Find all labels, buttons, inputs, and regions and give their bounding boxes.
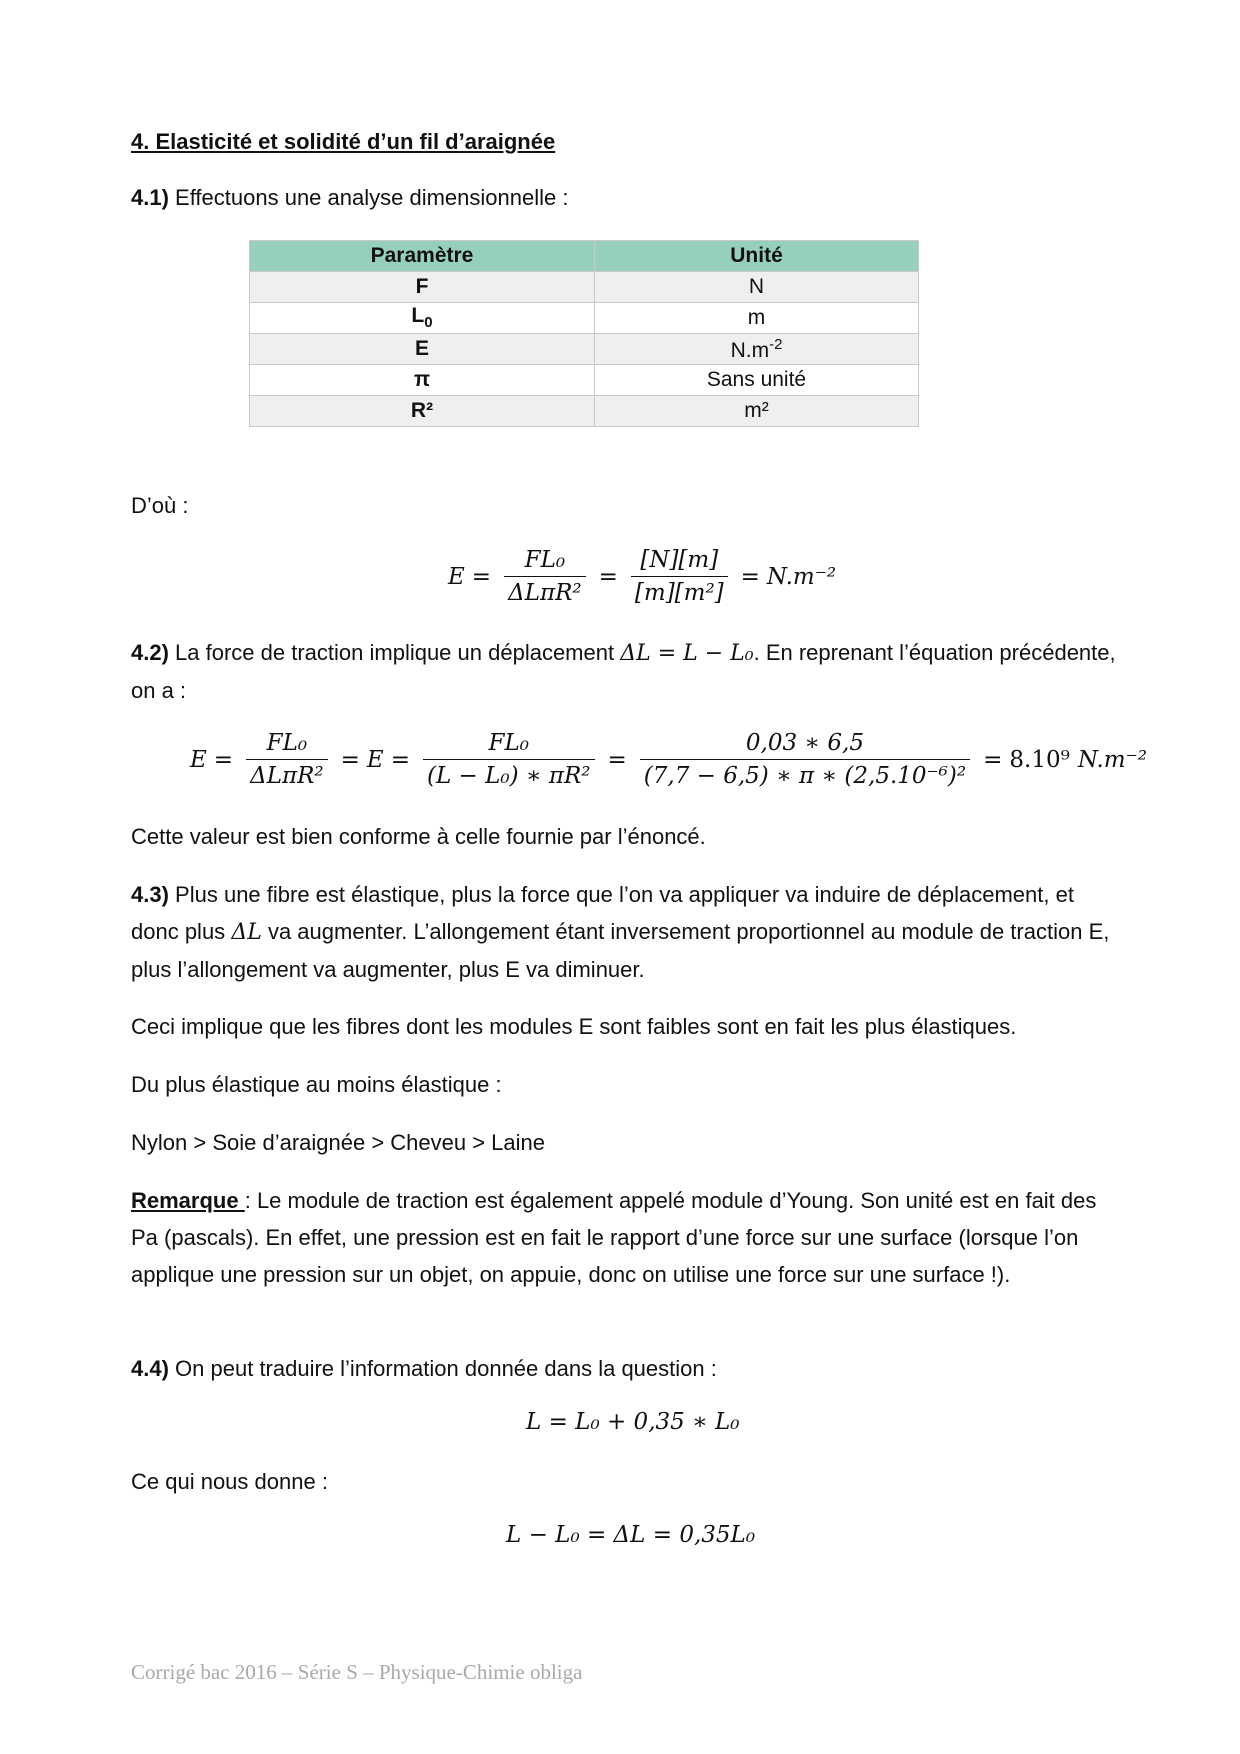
question-label: 4.4) (131, 1356, 169, 1381)
fraction-numerator: 0,03 ∗ 6,5 (745, 730, 864, 756)
table-row (250, 334, 919, 365)
fraction-numerator: FL₀ (488, 730, 529, 756)
question-label: 4.1) (131, 185, 169, 210)
dou-text: D’où : (131, 493, 189, 518)
fraction-numerator: [N][m] (640, 547, 719, 573)
equation-numeric-application: E = $\frac{\text{FL₀}}{\text{ΔLπR²}}$ = E = $\frac{\text{FL₀}}{\text{(L − L₀) ∗ πR²}}$ = $\frac{0,03 ∗ 6,5}{\text{(7,7 − 6,5) ∗ π ∗ (2,5.10⁻⁶)²}}$ = 8.10⁹ N.m⁻² (190, 730, 1147, 789)
table-row (250, 272, 919, 303)
question-text: On peut traduire l’information donnée dans la question : (175, 1356, 717, 1381)
unit-cell: N (595, 272, 919, 303)
eq-term: E (190, 746, 207, 773)
question-label: 4.2) (131, 640, 169, 665)
fraction (504, 547, 586, 606)
remarque-paragraph (131, 1182, 1121, 1293)
question-text: . En reprenant l’équation précédente, on a : (131, 640, 1116, 703)
question-label: 4.3) (131, 882, 169, 907)
param-cell: R² (250, 396, 595, 427)
fraction-denominator: [m][m²] (631, 576, 728, 606)
fraction (246, 730, 328, 789)
eq-term: E (366, 746, 384, 773)
fraction (640, 730, 970, 789)
param-cell: E (250, 334, 595, 365)
unit-superscript: -2 (769, 335, 783, 353)
param-base: L (411, 304, 425, 328)
unit-cell: Sans unité (595, 365, 919, 396)
unit-cell: m (595, 303, 919, 334)
question-4-4 (131, 1350, 1121, 1387)
table-row (250, 303, 919, 334)
equation-elongation: L − L₀ = ΔL = 0,35L₀ (506, 1522, 756, 1548)
param-cell (250, 303, 595, 334)
fraction (423, 730, 595, 789)
question-text: va augmenter. L’allongement étant inversement proportionnel au module de traction E, plus l’allongement va augmenter, plus E va diminuer. (131, 919, 1110, 982)
page-footer: Corrigé bac 2016 – Série S – Physique-Chimie obliga (131, 1660, 583, 1684)
fraction-denominator: ΔLπR² (246, 759, 328, 789)
units-table (249, 240, 919, 427)
question-4-1 (131, 179, 1121, 216)
equation-young-modulus: E = $\frac{\text{FL₀}}{\text{ΔLπR²}}$ = $\frac{[N][m]}{\text{[m][m²]}}$ = N.m⁻² (448, 547, 837, 606)
fraction-denominator: (7,7 − 6,5) ∗ π ∗ (2,5.10⁻⁶)² (640, 759, 970, 789)
equation-length: L = L₀ + 0,35 ∗ L₀ (526, 1409, 740, 1435)
ceci-text: Ceci implique que les fibres dont les modules E sont faibles sont en fait les plus élastiques. (131, 1014, 1017, 1039)
param-cell: π (250, 365, 595, 396)
table-row (250, 396, 919, 427)
inline-equation: ΔL (231, 920, 262, 945)
section-title: 4. Elasticité et solidité d’un fil d’araignée (131, 129, 556, 154)
param-cell: F (250, 272, 595, 303)
eq-term: E (448, 563, 465, 590)
question-4-2 (131, 634, 1121, 709)
fraction (631, 547, 728, 606)
ce-qui-text: Ce qui nous donne : (131, 1469, 328, 1494)
inline-equation: ΔL = L − L₀ (620, 641, 754, 666)
fraction-numerator: FL₀ (524, 547, 566, 573)
unit-cell: m² (595, 396, 919, 427)
question-text: La force de traction implique un déplacement (175, 640, 615, 665)
unit-base: N.m (730, 338, 770, 362)
question-text: Effectuons une analyse dimensionnelle : (175, 185, 569, 210)
unit-cell (595, 334, 919, 365)
column-header-unite: Unité (595, 241, 919, 272)
remarque-text: : Le module de traction est également appelé module d’Young. Son unité est en fait des Pa (pascals). En effet, une pression est en fait le rapport d’une force sur une surface (lorsque l’on applique une pression sur un objet, on appuie, donc on utilise une force sur une surface !). (131, 1188, 1097, 1287)
table-row (250, 365, 919, 396)
eq-unit: N.m⁻² (1077, 746, 1147, 773)
fraction-numerator: FL₀ (266, 730, 308, 756)
fraction-denominator: (L − L₀) ∗ πR² (423, 759, 595, 789)
eq-term: N.m⁻² (766, 563, 837, 590)
question-4-3 (131, 876, 1121, 988)
param-subscript: 0 (424, 314, 433, 332)
eq-result: 8.10⁹ (1009, 746, 1070, 773)
remarque-label: Remarque (131, 1188, 245, 1213)
column-header-parametre: Paramètre (250, 241, 595, 272)
fraction-denominator: ΔLπR² (504, 576, 586, 606)
question-text: Plus une fibre est élastique, plus la force que l’on va appliquer va induire de déplacement, et donc plus (131, 882, 1074, 944)
elasticity-order: Nylon > Soie d’araignée > Cheveu > Laine (131, 1130, 546, 1155)
table-header-row (250, 241, 919, 272)
conform-text: Cette valeur est bien conforme à celle fournie par l’énoncé. (131, 824, 706, 849)
du-plus-text: Du plus élastique au moins élastique : (131, 1072, 502, 1097)
